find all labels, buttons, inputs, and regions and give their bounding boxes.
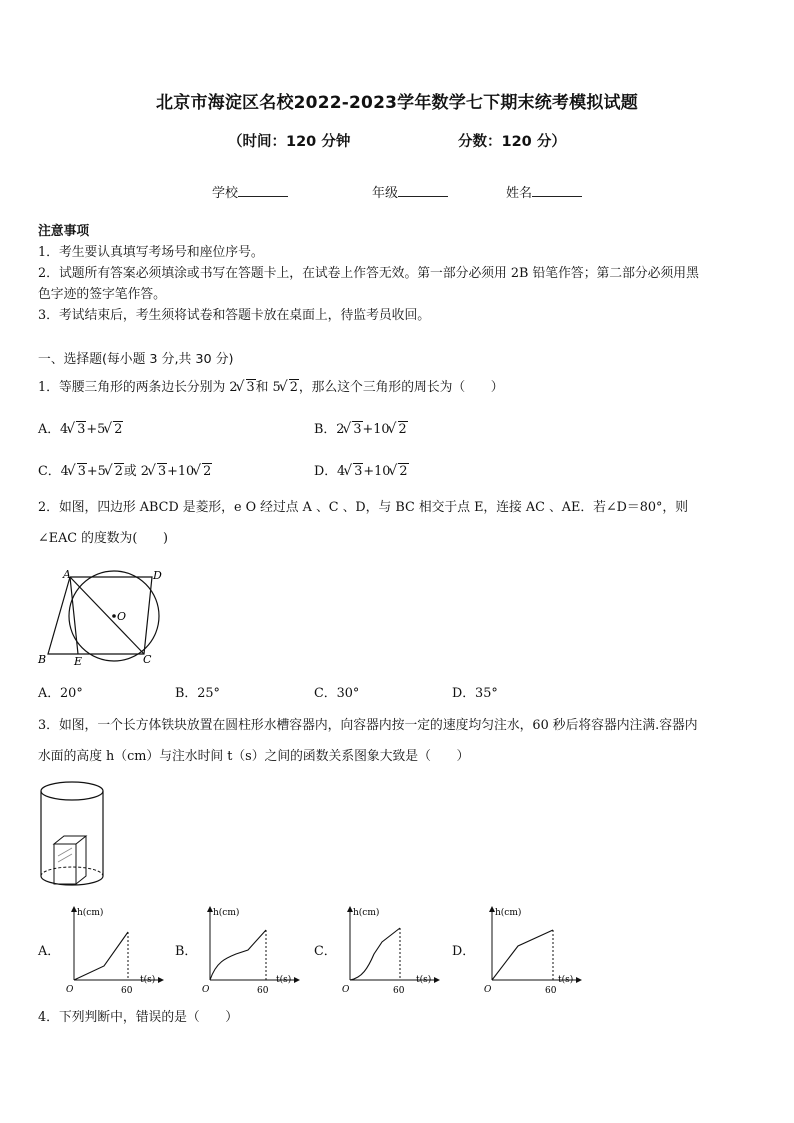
sqrt-symbol	[194, 462, 212, 482]
segment-ae	[70, 577, 78, 654]
grade-blank	[398, 184, 448, 197]
cylinder-top	[41, 782, 103, 800]
y-axis-label: h(cm)	[495, 908, 522, 918]
q3-graph-a	[60, 902, 170, 998]
sqrt-symbol	[238, 378, 256, 398]
q3-option-b-label: B．	[175, 944, 198, 959]
label-b: B	[38, 653, 47, 666]
tick-60-label: 60	[257, 986, 269, 996]
sqrt-symbol	[106, 462, 124, 482]
question-3-line-2: 水面的高度 h（cm）与注水时间 t（s）之间的函数关系图象大致是（ ）	[38, 749, 470, 764]
tick-60-label: 60	[545, 986, 557, 996]
label-a: A	[63, 568, 71, 581]
radicand: 3	[77, 422, 86, 437]
radicand: 3	[77, 464, 86, 479]
origin-label: O	[484, 985, 492, 995]
exam-score: 分数：120 分）	[458, 134, 566, 150]
q3-option-a-label: A．	[38, 944, 61, 959]
question-2-line-2: ∠EAC 的度数为( )	[38, 531, 168, 546]
label-e: E	[74, 655, 83, 668]
label-o: O	[117, 610, 127, 623]
q3-option-c-label: C．	[314, 944, 337, 959]
option-text: +10	[167, 464, 195, 479]
origin-label: O	[66, 985, 74, 995]
sqrt-symbol	[149, 462, 167, 482]
q1-option-c	[38, 462, 212, 482]
section-heading: 一、选择题(每小题 3 分,共 30 分)	[38, 352, 234, 367]
question-2-line-1: 2．如图，四边形 ABCD 是菱形，e O 经过点 A 、C 、D，与 BC 相交于点 E，连接 AC 、AE．若∠D＝80°，则	[38, 500, 689, 515]
x-axis-arrow	[294, 977, 300, 983]
option-text: +5	[86, 464, 106, 479]
exam-title: 北京市海淀区名校2022-2023学年数学七下期末统考模拟试题	[156, 93, 638, 113]
sqrt-symbol	[390, 462, 408, 482]
tick-60-label: 60	[121, 986, 133, 996]
notice-item-2: 2．试题所有答案必须填涂或书写在答题卡上，在试卷上作答无效。第一部分必须用 2B 铅笔作答；第二部分必须用黑	[38, 266, 699, 281]
radicand: 2	[114, 422, 123, 437]
name-field	[506, 182, 582, 201]
tick-60-label: 60	[393, 986, 405, 996]
q1-option-d	[314, 462, 409, 482]
origin-label: O	[342, 985, 350, 995]
x-axis-arrow	[158, 977, 164, 983]
q2-option-b: B．25°	[175, 686, 220, 701]
notice-item-2-cont: 色字迹的签字笔作答。	[38, 287, 166, 302]
label-c: C	[143, 653, 152, 666]
exam-time: （时间：120 分钟	[228, 134, 351, 150]
radicand: 3	[157, 464, 167, 479]
q2-option-d: D．35°	[452, 686, 498, 701]
notice-heading: 注意事项	[38, 224, 90, 239]
q3-graph-b	[196, 902, 306, 998]
notice-item-1: 1．考生要认真填写考场号和座位序号。	[38, 245, 264, 260]
option-text: 或 2	[123, 464, 149, 479]
graph-curve	[74, 932, 128, 980]
sqrt-symbol	[69, 462, 87, 482]
block-top	[54, 836, 86, 844]
segment-ac	[70, 577, 144, 654]
graph-curve	[210, 930, 266, 980]
x-axis-arrow	[576, 977, 582, 983]
q2-option-c: C．30°	[314, 686, 360, 701]
question-3-line-1: 3．如图，一个长方体铁块放置在圆柱形水槽容器内，向容器内按一定的速度均匀注水，60 秒后将容器内注满.容器内	[38, 718, 698, 733]
x-axis-label: t(s)	[276, 975, 292, 985]
q1-option-b	[314, 420, 408, 440]
y-axis-label: h(cm)	[77, 908, 104, 918]
option-text: +5	[86, 422, 106, 437]
q2-option-a: A．20°	[38, 686, 83, 701]
rhombus-abcd	[48, 577, 152, 654]
y-axis-label: h(cm)	[213, 908, 240, 918]
radicand: 2	[203, 464, 212, 479]
graph-curve	[492, 930, 553, 980]
radicand: 2	[399, 464, 408, 479]
radicand: 3	[354, 464, 363, 479]
radicand: 2	[289, 380, 298, 395]
cylinder-bottom-back	[41, 867, 103, 876]
school-field	[212, 182, 288, 201]
notice-item-3: 3．考试结束后，考生须将试卷和答题卡放在桌面上，待监考员收回。	[38, 308, 431, 323]
grade-field	[372, 182, 448, 201]
option-label: D．4	[314, 464, 346, 479]
q1-text-a: 1．等腰三角形的两条边长分别为 2	[38, 380, 238, 395]
radicand: 2	[114, 464, 123, 479]
name-blank	[532, 184, 582, 197]
x-axis-label: t(s)	[558, 975, 574, 985]
block-front	[54, 844, 76, 884]
rhombus-circle-figure	[36, 565, 176, 673]
option-label: B．2	[314, 422, 345, 437]
radicand: 3	[353, 422, 362, 437]
q3-option-d-label: D．	[452, 944, 476, 959]
question-1-stem	[38, 378, 504, 398]
sqrt-symbol	[281, 378, 299, 398]
question-4-line-1: 4．下列判断中，错误的是（ ）	[38, 1010, 239, 1025]
label-d: D	[153, 569, 162, 582]
graph-curve	[350, 928, 400, 980]
q1-text-b: 和 5	[255, 380, 281, 395]
sqrt-symbol	[344, 420, 362, 440]
option-text: +10	[362, 422, 390, 437]
x-axis-arrow	[434, 977, 440, 983]
x-axis-label: t(s)	[416, 975, 432, 985]
q3-graph-d	[478, 902, 588, 998]
origin-label: O	[202, 985, 210, 995]
radicand: 2	[398, 422, 407, 437]
center-point-o	[112, 614, 116, 618]
sqrt-symbol	[68, 420, 86, 440]
grade-label: 年级	[372, 186, 399, 201]
option-label: C．4	[38, 464, 69, 479]
sqrt-symbol	[390, 420, 408, 440]
sqrt-symbol	[105, 420, 123, 440]
q1-text-c: ，那么这个三角形的周长为（ ）	[298, 380, 504, 395]
radicand: 3	[246, 380, 255, 395]
school-label: 学校	[212, 186, 239, 201]
y-axis-label: h(cm)	[353, 908, 380, 918]
option-text: +10	[363, 464, 391, 479]
q3-graph-c	[336, 902, 446, 998]
q1-option-a	[38, 420, 123, 440]
name-label: 姓名	[506, 186, 533, 201]
cylinder-container-figure	[36, 778, 110, 890]
school-blank	[238, 184, 288, 197]
x-axis-label: t(s)	[140, 975, 156, 985]
sqrt-symbol	[345, 462, 363, 482]
option-label: A．4	[38, 422, 69, 437]
